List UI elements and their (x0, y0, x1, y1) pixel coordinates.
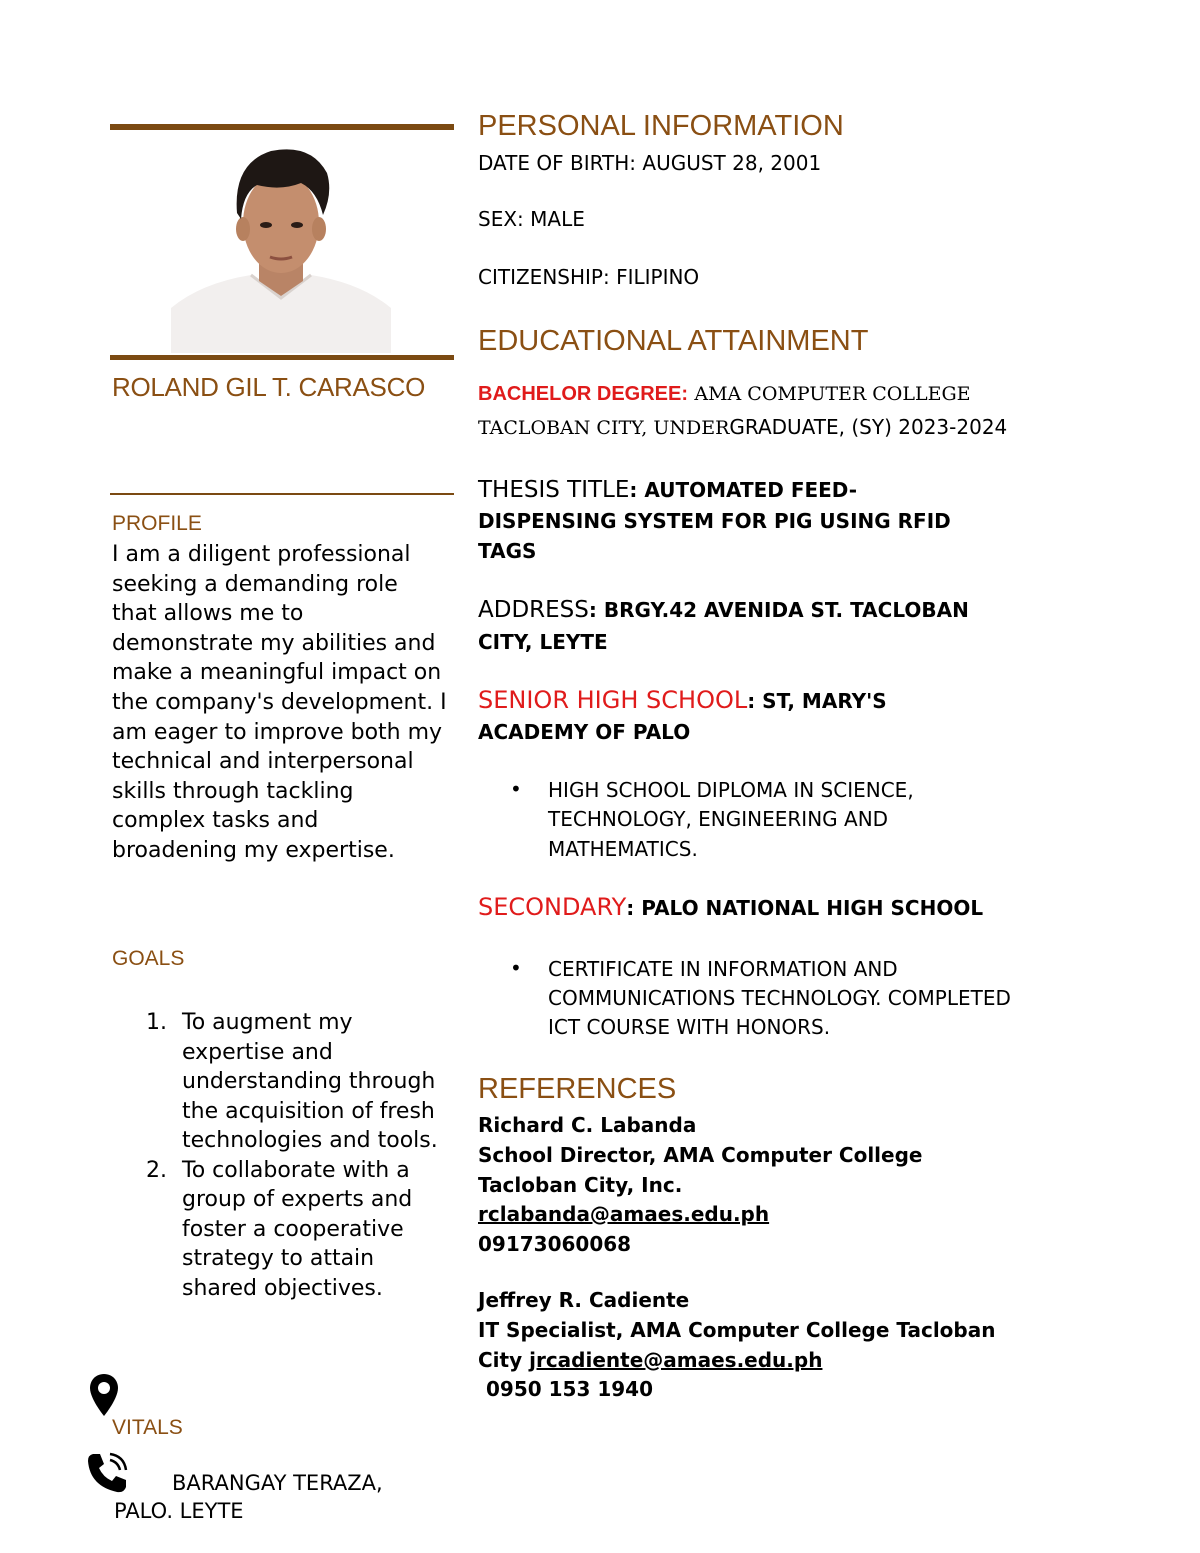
bachelor-line2 (478, 415, 1007, 439)
shs-bullet-line1: HIGH SCHOOL DIPLOMA IN SCIENCE, (548, 778, 914, 802)
education-heading: EDUCATIONAL ATTAINMENT (478, 325, 869, 357)
shs-bullet-line3: MATHEMATICS. (548, 837, 698, 861)
thesis-line1 (478, 477, 857, 503)
goals-heading: GOALS (112, 947, 185, 970)
thesis-line3: TAGS (478, 539, 537, 563)
address-line2: CITY, LEYTE (478, 630, 608, 654)
ref1-name: Richard C. Labanda (478, 1113, 697, 1137)
secondary-school: : PALO NATIONAL HIGH SCHOOL (626, 896, 984, 920)
thesis-title: : AUTOMATED FEED- (629, 478, 858, 502)
shs-bullet-dot: • (510, 777, 522, 801)
goals-list (146, 1008, 446, 1303)
secondary-line (478, 893, 983, 921)
bachelor-label: BACHELOR DEGREE: (478, 383, 689, 405)
sec-bullet-dot: • (510, 956, 522, 980)
portrait-avatar (171, 133, 391, 353)
ref2-name: Jeffrey R. Cadiente (478, 1288, 690, 1312)
address-label: ADDRESS (478, 597, 589, 623)
shs-line1 (478, 686, 887, 714)
sex: SEX: MALE (478, 207, 585, 231)
goal-number: 2. (146, 1157, 167, 1183)
ref2-city: City (478, 1348, 523, 1372)
address-line1 (478, 597, 969, 623)
bachelor-school-city: TACLOBAN CITY, UNDER (478, 417, 730, 439)
shs-label: SENIOR HIGH SCHOOL (478, 686, 748, 714)
vitals-address-line1: BARANGAY TERAZA, (172, 1471, 383, 1495)
sec-bullet-line1: CERTIFICATE IN INFORMATION AND (548, 957, 898, 981)
bachelor-line1 (478, 381, 971, 406)
address-value: : BRGY.42 AVENIDA ST. TACLOBAN (588, 598, 969, 622)
location-pin-icon (88, 1372, 120, 1418)
personal-info-heading: PERSONAL INFORMATION (478, 110, 844, 142)
goal-item (146, 1156, 446, 1304)
ref1-title-line1: School Director, AMA Computer College (478, 1143, 923, 1167)
shs-school: : ST, MARY'S (747, 689, 887, 713)
sec-bullet-line3: ICT COURSE WITH HONORS. (548, 1015, 831, 1039)
goal-item (146, 1008, 446, 1156)
ref1-title-line2: Tacloban City, Inc. (478, 1173, 683, 1197)
ref2-title-line2 (478, 1348, 822, 1372)
photo-bottom-rule (110, 355, 454, 360)
references-heading: REFERENCES (478, 1073, 677, 1105)
goal-text: To collaborate with a group of experts and foster a cooperative strategy to attain shared objectives. (182, 1157, 413, 1301)
ref1-phone: 09173060068 (478, 1232, 632, 1256)
citizenship: CITIZENSHIP: FILIPINO (478, 265, 700, 289)
profile-divider (110, 493, 454, 495)
ref2-title-line1: IT Specialist, AMA Computer College Tacloban (478, 1318, 996, 1342)
sec-bullet-line2: COMMUNICATIONS TECHNOLOGY. COMPLETED (548, 986, 1011, 1010)
candidate-name: ROLAND GIL T. CARASCO (112, 372, 426, 402)
profile-text: I am a diligent professional seeking a demanding role that allows me to demonstrate my abilities and make a meaningful impact on the company's development. I am eager to improve both my technical and interpersonal skills through tackling complex tasks and broadening my expertise. (112, 542, 447, 863)
vitals-address-line2: PALO. LEYTE (114, 1499, 244, 1523)
bachelor-school: AMA COMPUTER COLLEGE (694, 383, 971, 405)
vitals-heading: VITALS (112, 1416, 183, 1439)
top-rule (110, 124, 454, 130)
ref2-phone: 0950 153 1940 (486, 1377, 654, 1401)
bachelor-status: GRADUATE, (SY) 2023-2024 (729, 415, 1008, 439)
profile-heading: PROFILE (112, 512, 202, 535)
shs-line2: ACADEMY OF PALO (478, 720, 691, 744)
ref1-email-link[interactable]: rclabanda@amaes.edu.ph (478, 1202, 770, 1226)
ref2-email-link[interactable]: jrcadiente@amaes.edu.ph (529, 1348, 823, 1372)
thesis-line2: DISPENSING SYSTEM FOR PIG USING RFID (478, 509, 951, 533)
profile-photo (171, 133, 391, 353)
goal-number: 1. (146, 1010, 167, 1035)
date-of-birth: DATE OF BIRTH: AUGUST 28, 2001 (478, 151, 822, 175)
goal-text: To augment my expertise and understanding through the acquisition of fresh technologies and tools. (182, 1010, 438, 1153)
phone-icon (84, 1450, 130, 1496)
secondary-label: SECONDARY (478, 893, 627, 921)
shs-bullet-line2: TECHNOLOGY, ENGINEERING AND (548, 807, 889, 831)
thesis-label: THESIS TITLE (478, 477, 630, 503)
